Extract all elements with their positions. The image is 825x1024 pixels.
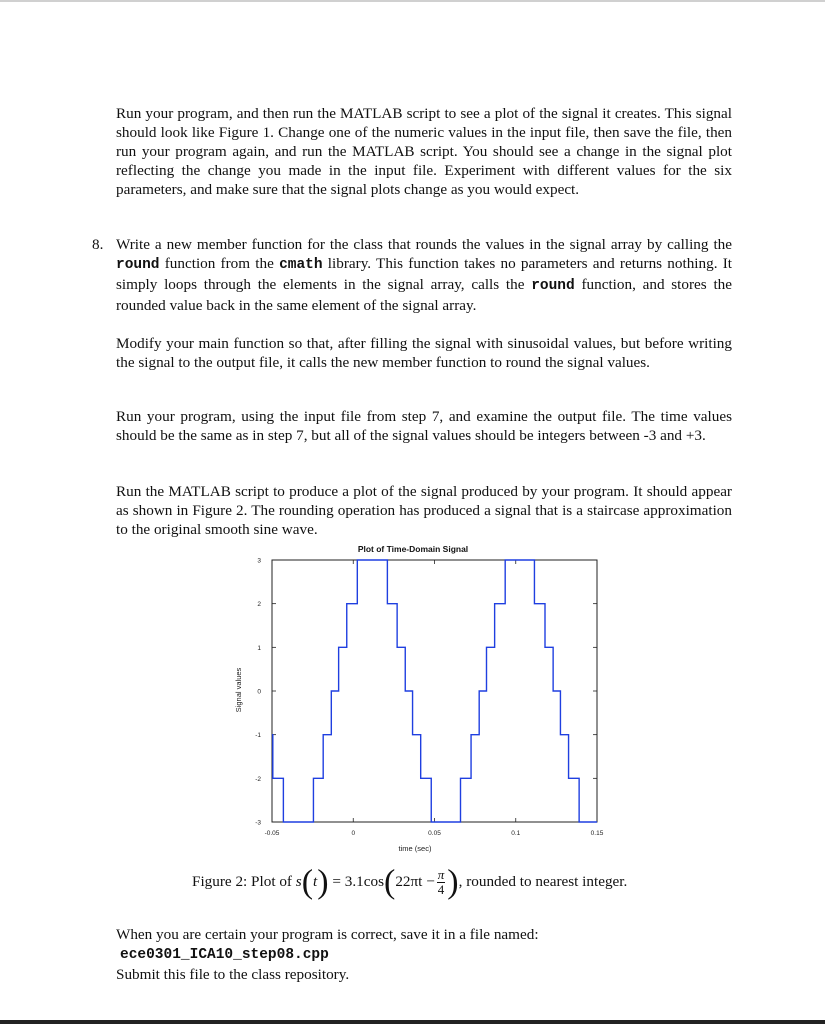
code-round-1: round — [116, 257, 160, 273]
caption-fraction — [437, 868, 446, 897]
y-tick-label: -1 — [255, 732, 261, 740]
code-cmath: cmath — [279, 257, 323, 273]
submit-instruction: Submit this file to the class repository. — [116, 966, 350, 983]
item8-paragraph — [116, 235, 732, 315]
y-tick-label: -2 — [255, 775, 261, 783]
y-tick-label: 1 — [257, 644, 261, 652]
item-number-8: 8. — [92, 236, 104, 253]
run-matlab-paragraph: Run the MATLAB script to produce a plot of the signal produced by your program. It should appear as shown in Figure 2. The rounding operation has produced a signal that is a staircase approximation to the original smooth sine wave. — [116, 483, 732, 538]
page-top-border — [0, 0, 825, 2]
signal-plot — [225, 540, 625, 860]
x-tick-label: 0.15 — [590, 830, 604, 837]
modify-main-paragraph: Modify your main function so that, after filling the signal with sinusoidal values, but before writing the signal to the output file, it calls the new member function to round the signal values. — [116, 335, 732, 371]
page-bottom-border — [0, 1020, 825, 1024]
save-instruction: When you are certain your program is correct, save it in a file named: — [116, 926, 539, 943]
run-program-paragraph: Run your program, using the input file from step 7, and examine the output file. The time values should be the same as in step 7, but all of the signal values should be integers between -3 and +3. — [116, 408, 732, 444]
item8-text-1: Write a new member function for the class that rounds the values in the signal array by calling the — [116, 236, 732, 253]
step7-paragraph: Run your program, and then run the MATLAB script to see a plot of the signal it creates. This signal should look like Figure 1. Change one of the numeric values in the input file, then save the file, then run your program again, and run the MATLAB script. You should see a change in the signal plot reflecting the change you made in the input file. Experiment with different values for the six parameters, and make sure that the signal plots change as you would expect. — [116, 105, 732, 198]
plot-frame — [272, 560, 597, 822]
submit-paragraph — [116, 925, 732, 984]
chart-title: Plot of Time-Domain Signal — [357, 544, 469, 554]
caption-s: s — [295, 873, 302, 890]
fraction-denominator: 4 — [437, 882, 445, 898]
signal-series-line — [272, 560, 597, 822]
item8-text-3: library. This function takes no parameters and returns nothing. It simply loops through the elements in the signal array, calls the — [116, 255, 732, 293]
filename: ece0301_ICA10_step08.cpp — [120, 947, 329, 963]
caption-t: t — [313, 873, 318, 890]
y-tick-label: 3 — [257, 557, 261, 565]
y-tick-label: 0 — [257, 688, 261, 696]
x-tick-label: 0.05 — [428, 830, 441, 837]
item8-text-4: function, and stores the rounded value back in the same element of the signal array. — [116, 276, 732, 314]
x-tick-label: 0 — [351, 830, 356, 837]
y-tick-label: 2 — [257, 601, 261, 609]
x-tick-label: 0.1 — [511, 830, 521, 837]
y-tick-label: -3 — [255, 819, 261, 827]
x-tick-label: -0.05 — [264, 830, 280, 837]
caption-suffix: , rounded to nearest integer. — [458, 873, 628, 890]
item8-text-2: function from the — [159, 255, 280, 272]
caption-prefix: Figure 2: Plot of — [192, 873, 296, 890]
y-axis-label: Signal values — [234, 667, 243, 713]
figure-caption: Figure 2: Plot of s(t) = 3.1cos(22πt − $\frac{\pi}{4}$ ), rounded to nearest integer. — [192, 863, 628, 901]
caption-arg: 22πt − — [395, 873, 435, 890]
code-round-2: round — [531, 278, 575, 294]
x-axis-label: time (sec) — [398, 844, 432, 853]
fraction-numerator: π — [437, 867, 445, 883]
caption-eq: = 3.1cos — [328, 873, 384, 890]
